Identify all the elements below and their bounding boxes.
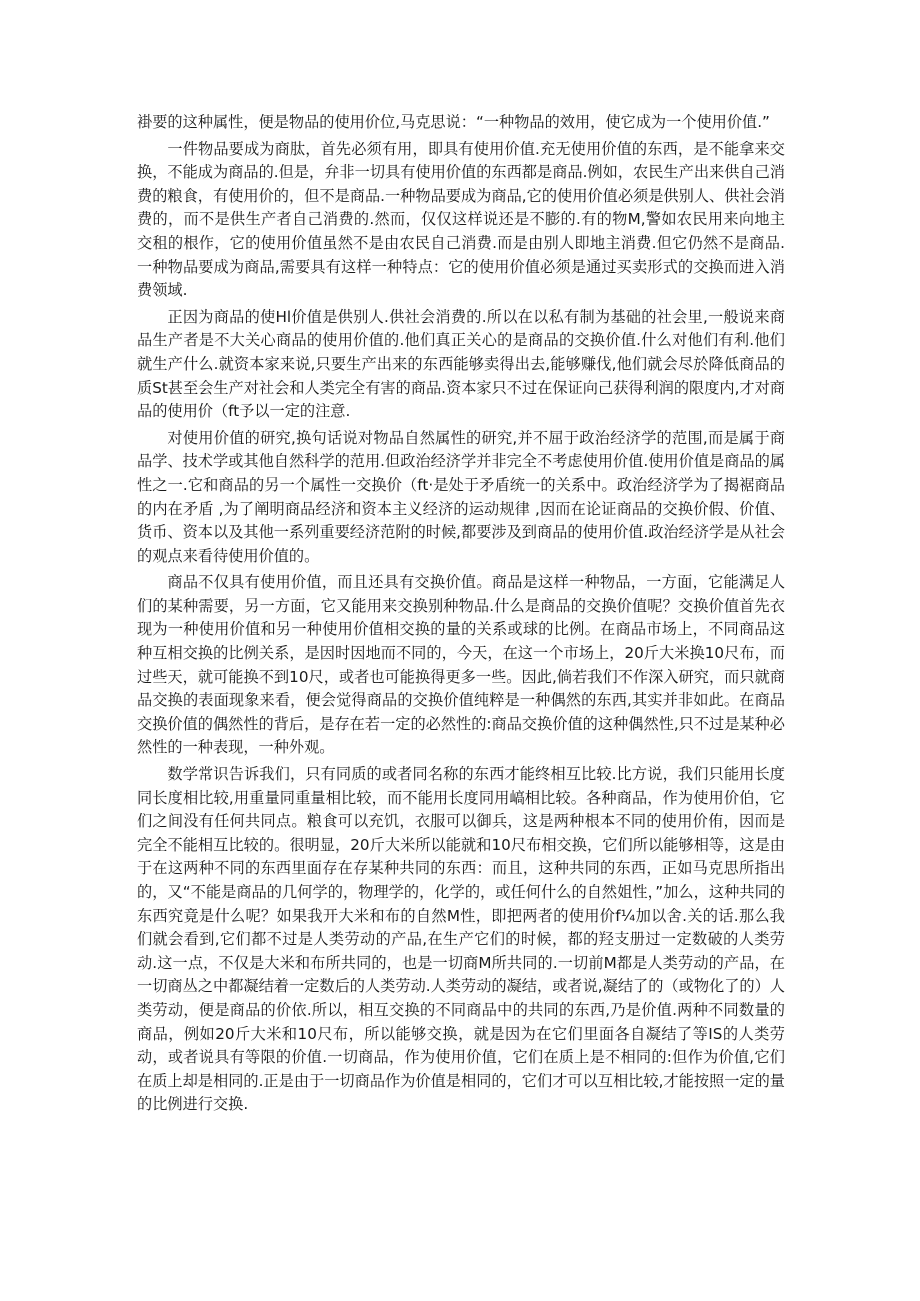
paragraph-4: 对使用价值的研究,换句话说对物品自然属性的研究,并不屈于政治经济学的范围,而是属于商品学、技术学或其他自然科学的范用.但政治经济学并非完全不考虑使用价值.使用价值是商品的属性之一.它和商品的另一个属性一交换价（ft·是处于矛盾统一的关系中。政治经济学为了揭裾商品的内在矛盾 ,为了阐明商品经济和资本主义经济的运动规律 ,因而在论证商品的交换价假、价值、货币、资本以及其他一系列重要经济范附的时候,都要涉及到商品的使用价值.政治经济学是从社会的观点来看待使用价值的。 [137, 428, 785, 565]
paragraph-1: 褂要的这种属性，便是物品的使用价位,马克思说：“一种物品的效用，使它成为一个使用价值.” [137, 113, 770, 131]
paragraph-2: 一件物品要成为商肽，首先必须有用，即具有使用价值.充无使用价值的东西，是不能拿来交换，不能成为商品的.但是，弁非一切具有使用价值的东西都是商品.例如，农民生产出来供自己消费的粮食，有使用价的，但不是商品.一种物品要成为商品,它的使用价值必须是供别人、供社会消费的，而不是供生产者自己消费的.然而，仅仅这样说还是不膨的.有的物M,警如农民用来向地主交租的根作，它的使用价值虽然不是由农民自己消费.而是由别人即地主消费.但它仍然不是商品.一种物品要成为商品,需要具有这样一种特点：它的使用价值必须是通过买卖形式的交换而进入消费领域. [137, 139, 785, 300]
paragraph-6: 数学常识告诉我们，只有同质的或者同名称的东西才能终相互比较.比方说，我们只能用长度同长度相比较,用重量同重量相比较，而不能用长度同用嵪相比较。各种商品，作为使用价伯，它们之间没有任何共同点。粮食可以充饥，衣服可以御兵，这是两种根本不同的使用价侑，因而是完全不能相互比较的。很明显，20斤大米所以能就和10尺布相交换，它们所以能够相等，这是由于在这两种不同的东西里面存在存某种共同的东西：而且，这种共同的东西，正如马克思所指出的，又“不能是商品的几何学的，物理学的，化学的，或任何什么的自然姐性，”加么，这种共同的东西究竟是什么呢？如果我开大米和布的自然M性，即把两者的使用价f¼加以舍.关的话.那么我们就会看到,它们都不过是人类劳动的产品,在生产它们的时候，都的羟支册过一定数破的人类劳动.这一点，不仅是大米和布所共同的，也是一切商M所共同的.一切前M都是人类劳动的产品，在一切商丛之中都凝结着一定数后的人类劳动.人类劳动的凝结，或者说,凝结了的（或物化了的）人类劳动，便是商品的价依.所以，相互交换的不同商品中的共同的东西,乃是价值.两种不同数量的商品，例如20斤大米和10尺布，所以能够交换，就是因为在它们里面各自凝结了等IS的人类劳动，或者说具有等限的价值.一切商品，作为使用价值，它们在质上是不相同的:但作为价值,它们在质上却是相同的.正是由于一切商品作为价值是相同的，它们才可以互相比较,才能按照一定的量的比例进行交换. [137, 765, 785, 1114]
paragraph-3: 正因为商品的使Hl价值是供别人.供社会消费的.所以在以私有制为基础的社会里,一般说来商品生产者是不大关心商品的使用价值的.他们真正关心的是商品的交换价值.什么对他们有利.他们就生产什么.就资本家来说,只要生产出来的东西能够卖得出去,能够赚伐,他们就会尽於降低商品的质St甚至会生产对社会和人类完全有害的商品.资本家只不过在保证向己获得利润的限度内,才对商品的使用价（ft予以一定的注意. [137, 307, 785, 421]
document-page [137, 111, 785, 1120]
paragraph-5: 商品不仅具有使用价值，而且还具有交换价值。商品是这样一种物品，一方面，它能满足人们的某种需要，另一方面，它又能用来交换别种物品.什么是商品的交换价值呢？交换价值首先衣现为一种使用价值和另一种使用价值相交换的量的关系或球的比例。在商品市场上，不同商品这种互相交换的比例关系，是因时因地而不同的，今天，在这一个市场上，20斤大米换10尺布，而过些天，就可能换不到10尺，或者也可能换得更多一些。因此,倘若我们不作深入研究，而只就商品交换的表面现象来看，便会觉得商品的交换价值纯粹是一种偶然的东西,其实并非如此。在商品交换价值的偶然性的背后，是存在若一定的必然性的:商品交换价值的这种偶然性,只不过是某种必然性的一种表现，一种外观。 [137, 573, 785, 757]
